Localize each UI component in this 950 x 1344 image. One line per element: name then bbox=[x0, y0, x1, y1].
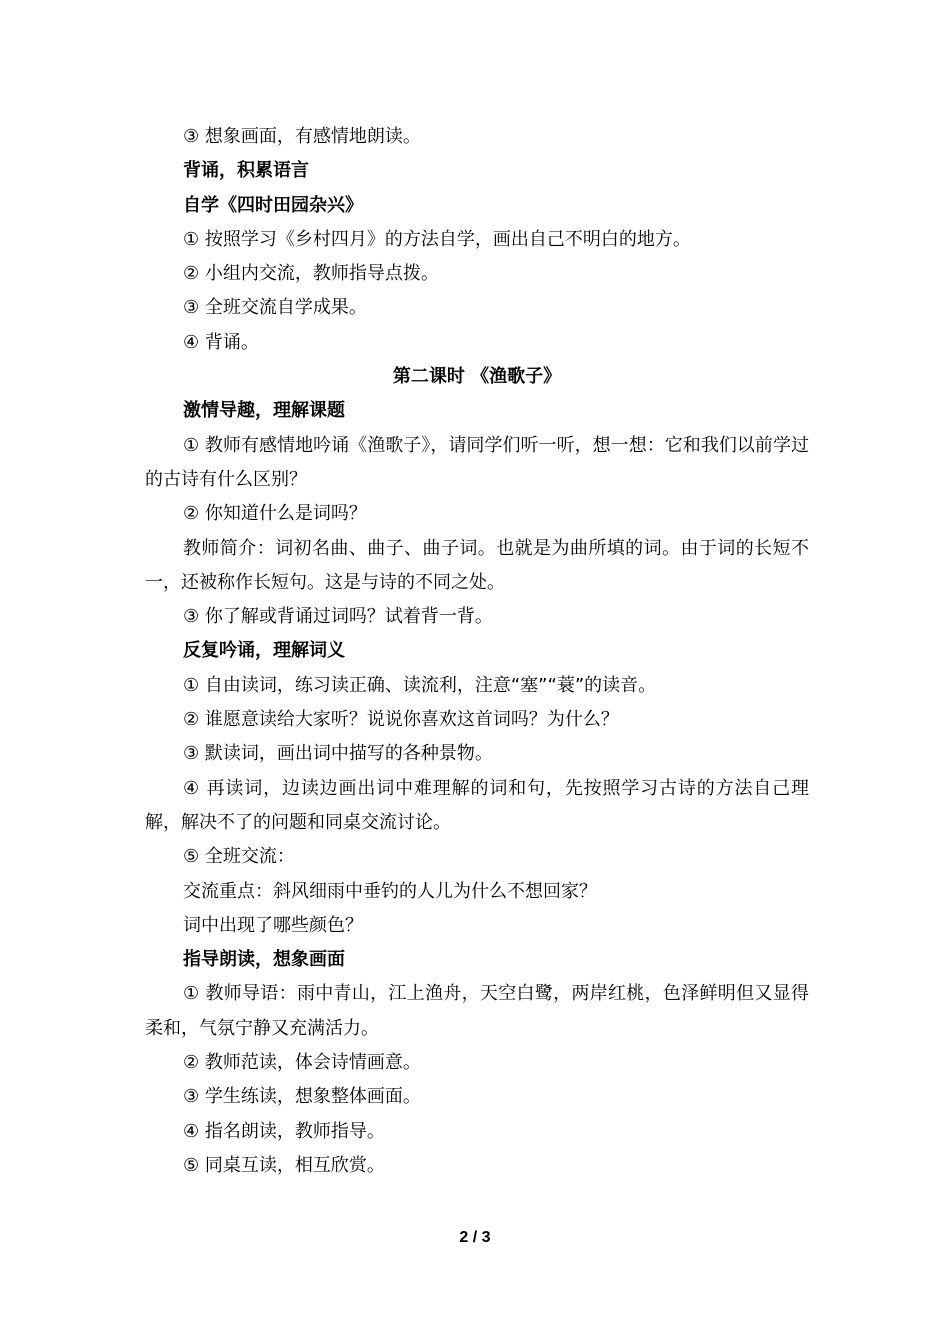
paragraph: ① 自由读词，练习读正确、读流利，注意“塞”“蓑”的读音。 bbox=[183, 674, 657, 696]
page-number: 2 / 3 bbox=[459, 1229, 491, 1246]
paragraph: ④ 再读词，边读边画出词中难理解的词和句，先按照学习古诗的方法自己理解，解决不了的问题和同桌交流讨论。 bbox=[145, 777, 809, 833]
paragraph: ② 谁愿意读给大家听？说说你喜欢这首词吗？为什么？ bbox=[183, 709, 619, 731]
paragraph: ① 教师导语：雨中青山，江上渔舟，天空白鹭，两岸红桃，色泽鲜明但又显得柔和，气氛宁静又充满活力。 bbox=[145, 983, 809, 1039]
document-body bbox=[145, 120, 809, 1183]
paragraph: 教师简介：词初名曲、曲子、曲子词。也就是为曲所填的词。由于词的长短不一，还被称作长短句。这是与诗的不同之处。 bbox=[145, 537, 809, 593]
section-heading: 反复吟诵，理解词义 bbox=[183, 640, 345, 662]
paragraph: ① 教师有感情地吟诵《渔歌子》，请同学们听一听，想一想：它和我们以前学过的古诗有什么区别？ bbox=[145, 434, 809, 490]
paragraph: ① 按照学习《乡村四月》的方法自学，画出自己不明白的地方。 bbox=[183, 228, 691, 250]
paragraph: 交流重点：斜风细雨中垂钓的人儿为什么不想回家？ bbox=[183, 880, 597, 902]
section-heading: 背诵，积累语言 bbox=[183, 160, 309, 182]
lesson-title: 第二课时 《渔歌子》 bbox=[392, 366, 562, 388]
paragraph: ⑤ 全班交流： bbox=[183, 846, 295, 868]
paragraph: ② 小组内交流，教师指导点拨。 bbox=[183, 263, 439, 285]
paragraph: ② 教师范读，体会诗情画意。 bbox=[183, 1052, 421, 1074]
paragraph: ② 你知道什么是词吗？ bbox=[183, 503, 367, 525]
paragraph: ③ 学生练读，想象整体画面。 bbox=[183, 1086, 421, 1108]
paragraph: ⑤ 同桌互读，相互欣赏。 bbox=[183, 1154, 385, 1176]
paragraph: ③ 全班交流自学成果。 bbox=[183, 297, 367, 319]
section-heading: 激情导趣，理解课题 bbox=[183, 400, 345, 422]
paragraph: ③ 你了解或背诵过词吗？试着背一背。 bbox=[183, 606, 493, 628]
paragraph: ④ 背诵。 bbox=[183, 331, 259, 353]
paragraph: ③ 想象画面，有感情地朗读。 bbox=[183, 126, 421, 147]
section-heading: 指导朗读，想象画面 bbox=[183, 949, 345, 971]
section-heading: 自学《四时田园杂兴》 bbox=[183, 194, 363, 216]
paragraph: ③ 默读词，画出词中描写的各种景物。 bbox=[183, 743, 493, 765]
paragraph: ④ 指名朗读，教师指导。 bbox=[183, 1120, 385, 1142]
paragraph: 词中出现了哪些颜色？ bbox=[183, 914, 363, 936]
